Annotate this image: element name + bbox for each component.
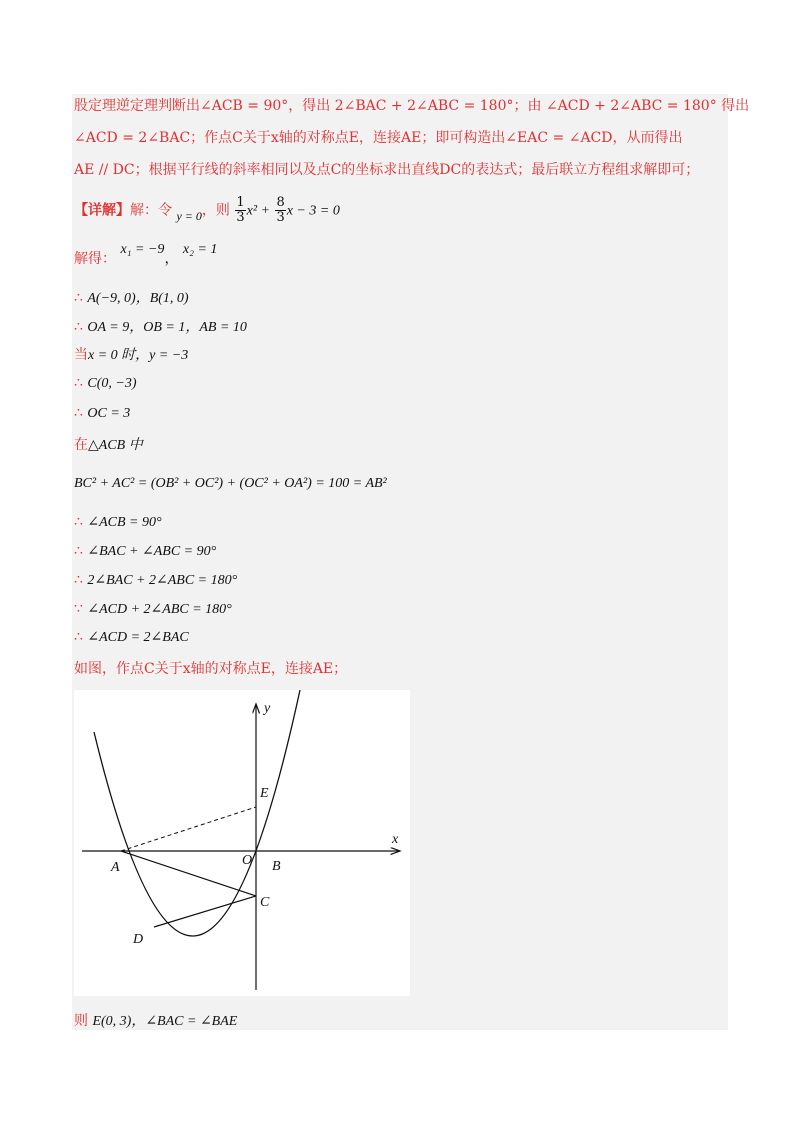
step-prefix: ∴ (74, 629, 83, 645)
step-line (74, 374, 136, 393)
step-prefix: ∴ (74, 514, 83, 530)
parabola-diagram (74, 690, 410, 996)
analysis-line-3: AE // DC；根据平行线的斜率相同以及点C的坐标求出直线DC的表达式；最后联立方程组求解即可； (74, 162, 700, 178)
solve-label: 解得： (74, 251, 116, 267)
fraction-one-third (235, 196, 245, 225)
step-line (74, 346, 188, 365)
fraction-eight-thirds (275, 196, 285, 225)
point-D-label: D (133, 932, 144, 947)
step-prefix: ∴ (74, 375, 83, 391)
step-line (74, 628, 189, 647)
fraction-numerator: 8 (276, 195, 285, 210)
detail-heading: 【详解】 (74, 202, 130, 219)
step-line (74, 436, 143, 455)
step-text: OA = 9，OB = 1，AB = 10 (87, 320, 247, 335)
step-text: ∠ACB = 90° (87, 515, 162, 530)
equation-term-1: x² + (246, 203, 270, 219)
fraction-denominator: 3 (236, 210, 245, 225)
x-axis-label: x (392, 832, 399, 847)
point-C-label: C (260, 895, 270, 910)
step-prefix: ∴ (74, 319, 83, 335)
step-line (74, 404, 130, 423)
step-prefix: ∴ (74, 543, 83, 559)
detail-condition: y = 0 (176, 208, 202, 223)
step-prefix: ∵ (74, 601, 83, 617)
segment-AE (121, 807, 256, 851)
solution-x2: x₂ = 1 (182, 242, 218, 257)
analysis-line-2: ∠ACD = 2∠BAC；作点C关于x轴的对称点E，连接AE；即可构造出∠EAC = ∠ACD，从而得出 (74, 130, 683, 146)
step-prefix: 当 (74, 347, 88, 363)
analysis-line-1: 股定理逆定理判断出∠ACB = 90°，得出 2∠BAC + 2∠ABC = 180°；由 ∠ACD + 2∠ABC = 180° 得出 (74, 98, 750, 114)
step-prefix: 在 (74, 437, 88, 453)
step-text: C(0, −3) (87, 376, 137, 391)
final-line (74, 1012, 237, 1031)
step-line (74, 571, 237, 590)
parabola-figure (74, 690, 410, 996)
point-A-label: A (111, 860, 120, 875)
segment-DC (154, 896, 256, 927)
step-text: A(−9, 0)，B(1, 0) (87, 291, 189, 306)
fraction-denominator: 3 (276, 210, 285, 225)
step-text: x = 0 时，y = −3 (88, 348, 189, 363)
fraction-numerator: 1 (236, 195, 245, 210)
point-E-label: E (260, 786, 269, 801)
step-line (74, 513, 162, 532)
step-prefix: ∴ (74, 290, 83, 306)
step-prefix: ∴ (74, 572, 83, 588)
step-text: BC² + AC² = (OB² + OC²) + (OC² + OA²) = 100 = AB² (74, 476, 387, 491)
step-text: 2∠BAC + 2∠ABC = 180° (87, 573, 238, 588)
segment-AC (121, 851, 256, 896)
detail-then: ，则 (201, 202, 230, 219)
step-line (74, 289, 189, 308)
step-prefix: ∴ (74, 405, 83, 421)
step-line (74, 542, 216, 561)
figure-intro: 如图，作点C关于x轴的对称点E，连接AE； (74, 661, 348, 677)
solution-separator: ， (164, 251, 179, 267)
step-text: ∠ACD = 2∠BAC (87, 630, 189, 645)
step-line (74, 318, 247, 337)
step-line (74, 474, 387, 493)
solve-line (74, 240, 218, 267)
detail-prefix: 解：令 (130, 202, 172, 219)
solution-x1: x₁ = −9 (120, 242, 165, 257)
point-B-label: B (272, 859, 281, 874)
step-line (74, 600, 232, 619)
detail-line (74, 196, 340, 225)
y-axis-label: y (264, 701, 271, 716)
origin-label: O (242, 853, 253, 868)
step-text: ∠ACD + 2∠ABC = 180° (87, 602, 232, 617)
final-prefix: 则 (74, 1013, 88, 1029)
step-text: ∠BAC + ∠ABC = 90° (87, 544, 217, 559)
step-text: △ACB 中 (88, 438, 143, 453)
equation-term-2: x − 3 = 0 (286, 203, 340, 219)
final-text: E(0, 3)，∠BAC = ∠BAE (92, 1014, 238, 1029)
step-text: OC = 3 (87, 406, 131, 421)
